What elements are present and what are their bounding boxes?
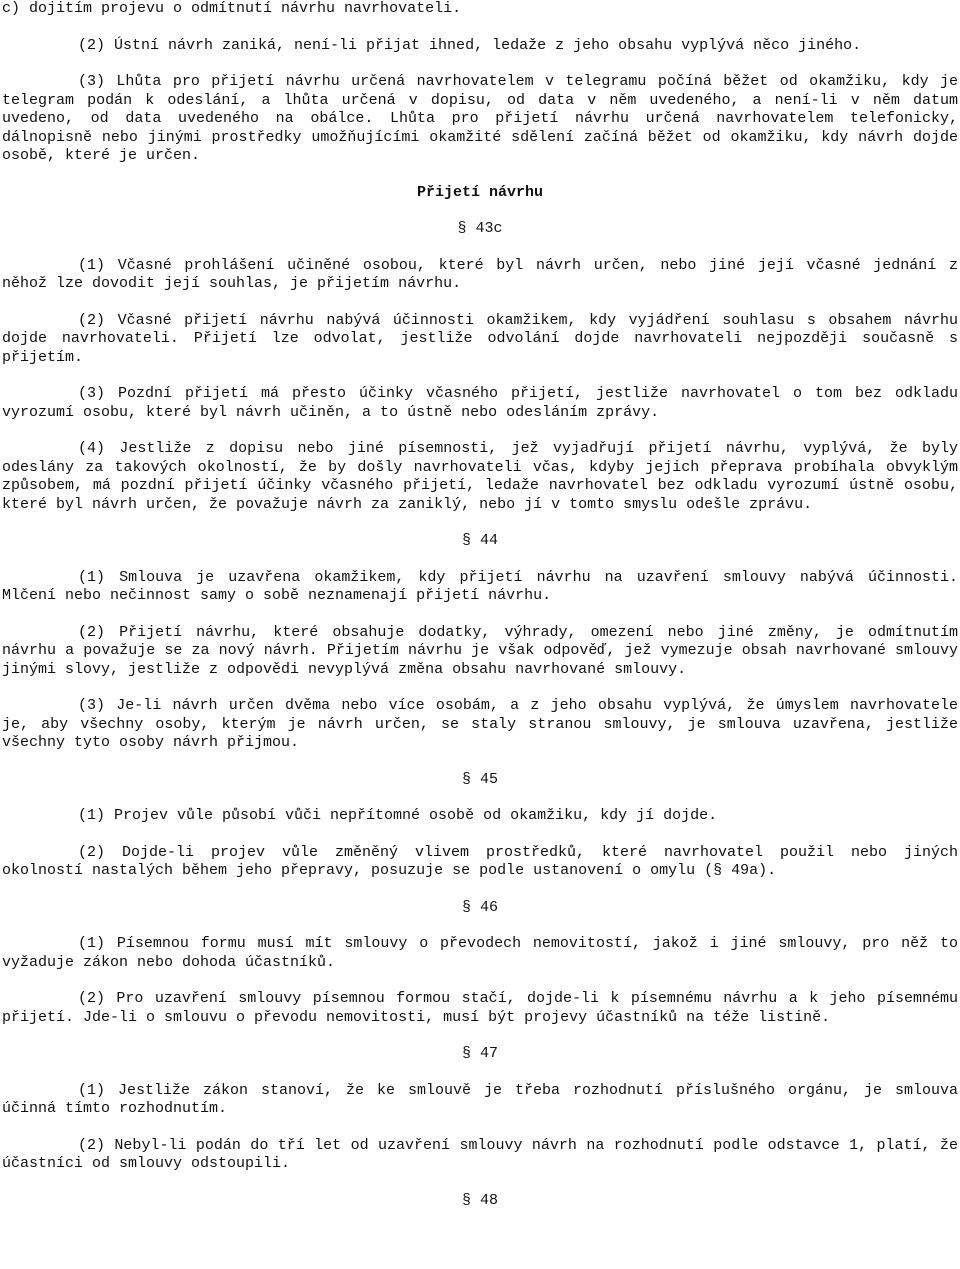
paragraph-44-2: (2) Přijetí návrhu, které obsahuje dodatky, výhrady, omezení nebo jiné změny, je odmítnutím návrhu a považuje se za nový návrh. Přijetím návrhu je však odpověď, jež vymezuje obsah navrhované smlouvy jinými slovy, jestliže z odpovědi nevyplývá změna obsahu navrhované smlouvy.: [2, 623, 958, 678]
section-number-43c: § 43c: [457, 220, 503, 237]
paragraph-43c-4: (4) Jestliže z dopisu nebo jiné písemnosti, jež vyjadřují přijetí návrhu, vyplývá, že byly odeslány za takových okolností, že by došly navrhovateli včas, kdyby jejich přeprava probíhala obvyklým způsobem, má pozdní přijetí účinky včasného přijetí, ledaže navrhovatel bez odkladu vyrozumí ústně osobu, které byl návrh určen, že považuje návrh za zaniklý, nebo jí v tomto smyslu odešle zprávu.: [2, 440, 958, 513]
section-number-44: § 44: [461, 532, 498, 549]
section-number-46: § 46: [461, 898, 498, 916]
paragraph-46-2: (2) Pro uzavření smlouvy písemnou formou stačí, dojde-li k písemnému návrhu a k jeho písemnému přijetí. Jde-li o smlouvu o převodu nemovitosti, musí být projevy účastníků na téže listině.: [2, 990, 958, 1026]
paragraph-43c-2: (2) Včasné přijetí návrhu nabývá účinnosti okamžikem, kdy vyjádření souhlasu s obsahem návrhu dojde navrhovateli. Přijetí lze odvolat, jestliže odvolání dojde navrhovateli nejpozději současně s přijetím.: [2, 311, 958, 366]
paragraph-43c-3: (3) Pozdní přijetí má přesto účinky včasného přijetí, jestliže navrhovatel o tom bez odkladu vyrozumí osobu, které byl návrh učiněn, a to ústně nebo odesláním zprávy.: [2, 385, 958, 421]
paragraph-44-3: (3) Je-li návrh určen dvěma nebo více osobám, a z jeho obsahu vyplývá, že úmyslem navrhovatele je, aby všechny osoby, kterým je návrh určen, se staly stranou smlouvy, je smlouva uzavřena, jestliže všechny tyto osoby návrh přijmou.: [2, 697, 958, 751]
paragraph-c: c) dojitím projevu o odmítnutí návrhu navrhovateli.: [2, 0, 462, 17]
paragraph-46-1: (1) Písemnou formu musí mít smlouvy o převodech nemovitostí, jakož i jiné smlouvy, pro něž to vyžaduje zákon nebo dohoda účastníků.: [2, 935, 958, 971]
section-heading: Přijetí návrhu: [416, 183, 544, 201]
paragraph-45-1: (1) Projev vůle působí vůči nepřítomné osobě od okamžiku, kdy jí dojde.: [78, 807, 718, 824]
paragraph-43b-2: (2) Ústní návrh zaniká, není-li přijat ihned, ledaže z jeho obsahu vyplývá něco jiného.: [78, 36, 862, 54]
section-number-48: § 48: [461, 1191, 498, 1209]
paragraph-43b-3: (3) Lhůta pro přijetí návrhu určená navrhovatelem v telegramu počíná běžet od okamžiku, kdy je telegram podán k odeslání, a lhůta určená v dopisu, od data v něm uvedeného, a není-li v něm datum uvedeno, od data uvedeného na obálce. Lhůta pro přijetí návrhu určená navrhovatelem telefonicky, dálnopisně nebo jinými prostředky umožňujícími okamžité sdělení začíná běžet od okamžiku, kdy návrh dojde osobě, které je určen.: [2, 73, 958, 164]
paragraph-47-2: (2) Nebyl-li podán do tří let od uzavření smlouvy návrh na rozhodnutí podle odstavce 1, platí, že účastníci od smlouvy odstoupili.: [2, 1136, 958, 1172]
section-number-45: § 45: [461, 770, 498, 788]
paragraph-45-2: (2) Dojde-li projev vůle změněný vlivem prostředků, které navrhovatel použil nebo jiných okolností nastalých během jeho přepravy, posuzuje se podle ustanovení o omylu (§ 49a).: [2, 843, 958, 879]
paragraph-47-1: (1) Jestliže zákon stanoví, že ke smlouvě je třeba rozhodnutí příslušného orgánu, je smlouva účinná tímto rozhodnutím.: [2, 1081, 958, 1117]
paragraph-44-1: (1) Smlouva je uzavřena okamžikem, kdy přijetí návrhu na uzavření smlouvy nabývá účinnosti. Mlčení nebo nečinnost samy o sobě neznamenají přijetí návrhu.: [2, 568, 958, 604]
paragraph-43c-1: (1) Včasné prohlášení učiněné osobou, které byl návrh určen, nebo jiné její včasné jednání z něhož lze dovodit její souhlas, je přijetím návrhu.: [2, 256, 958, 292]
section-number-47: § 47: [461, 1045, 498, 1062]
